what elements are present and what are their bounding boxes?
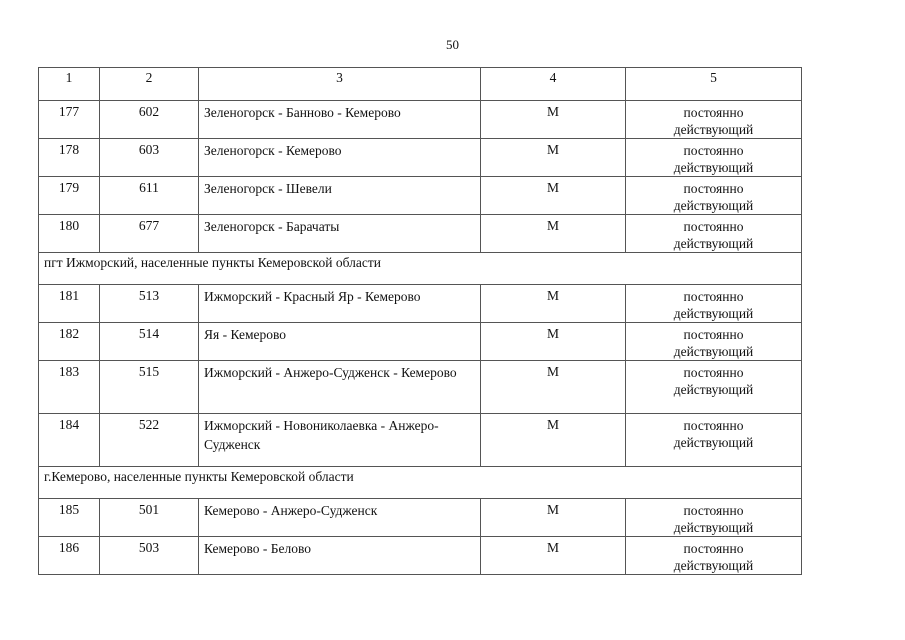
route-type: М [481,101,626,139]
route-status-line: постоянно [683,503,744,518]
route-name: Зеленогорск - Барачаты [199,215,481,253]
row-number: 179 [39,177,100,215]
row-number: 182 [39,323,100,361]
section-heading-row [39,253,802,285]
route-status-line: действующий [673,344,754,359]
route-code: 515 [100,361,199,414]
route-code: 611 [100,177,199,215]
route-status-line: постоянно [683,219,744,234]
route-status-line: действующий [673,435,754,450]
table-row [39,499,802,537]
page-number: 50 [446,37,459,52]
route-status [626,177,802,215]
route-type: М [481,215,626,253]
column-number: 4 [481,68,626,101]
route-status-line: действующий [673,382,754,397]
row-number: 185 [39,499,100,537]
route-status [626,323,802,361]
route-type: М [481,177,626,215]
table-row [39,361,802,414]
table-row [39,177,802,215]
route-name: Кемерово - Анжеро-Судженск [199,499,481,537]
row-number: 183 [39,361,100,414]
table-row [39,139,802,177]
route-code: 501 [100,499,199,537]
route-status-line: постоянно [683,289,744,304]
route-status [626,537,802,575]
column-number-row [39,68,802,101]
route-status-line: постоянно [683,181,744,196]
route-code: 602 [100,101,199,139]
route-status-line: постоянно [683,418,744,433]
table-row [39,285,802,323]
route-type: М [481,414,626,467]
row-number: 184 [39,414,100,467]
column-number: 2 [100,68,199,101]
route-type: М [481,537,626,575]
column-number: 3 [199,68,481,101]
column-number: 5 [626,68,802,101]
table-row [39,101,802,139]
route-name: Ижморский - Красный Яр - Кемерово [199,285,481,323]
route-status-line: действующий [673,520,754,535]
route-name: Яя - Кемерово [199,323,481,361]
route-status [626,285,802,323]
route-code: 677 [100,215,199,253]
route-name: Зеленогорск - Банново - Кемерово [199,101,481,139]
route-code: 513 [100,285,199,323]
route-code: 522 [100,414,199,467]
table-row [39,323,802,361]
section-heading-row [39,467,802,499]
route-name: Ижморский - Анжеро-Судженск - Кемерово [199,361,481,414]
routes-table-body [39,68,802,575]
route-status-line: действующий [673,306,754,321]
route-name: Ижморский - Новониколаевка - Анжеро-Судженск [199,414,481,467]
route-type: М [481,139,626,177]
route-code: 603 [100,139,199,177]
route-status-line: действующий [673,236,754,251]
column-number: 1 [39,68,100,101]
route-name: Кемерово - Белово [199,537,481,575]
section-heading: пгт Ижморский, населенные пункты Кемеровской области [39,253,802,285]
route-code: 514 [100,323,199,361]
row-number: 186 [39,537,100,575]
table-row [39,537,802,575]
route-name: Зеленогорск - Шевели [199,177,481,215]
table-row [39,215,802,253]
route-status [626,139,802,177]
route-name: Зеленогорск - Кемерово [199,139,481,177]
route-status [626,101,802,139]
table-row [39,414,802,467]
route-code: 503 [100,537,199,575]
route-status [626,414,802,467]
section-heading: г.Кемерово, населенные пункты Кемеровской области [39,467,802,499]
row-number: 180 [39,215,100,253]
route-status-line: действующий [673,558,754,573]
route-status-line: постоянно [683,327,744,342]
row-number: 178 [39,139,100,177]
routes-table [38,67,802,575]
route-status-line: действующий [673,198,754,213]
row-number: 177 [39,101,100,139]
route-type: М [481,285,626,323]
route-type: М [481,499,626,537]
route-status [626,215,802,253]
route-status-line: постоянно [683,105,744,120]
route-status-line: действующий [673,122,754,137]
route-status-line: постоянно [683,365,744,380]
route-type: М [481,323,626,361]
route-status [626,499,802,537]
route-status-line: постоянно [683,143,744,158]
route-status-line: постоянно [683,541,744,556]
route-type: М [481,361,626,414]
route-status [626,361,802,414]
route-status-line: действующий [673,160,754,175]
row-number: 181 [39,285,100,323]
